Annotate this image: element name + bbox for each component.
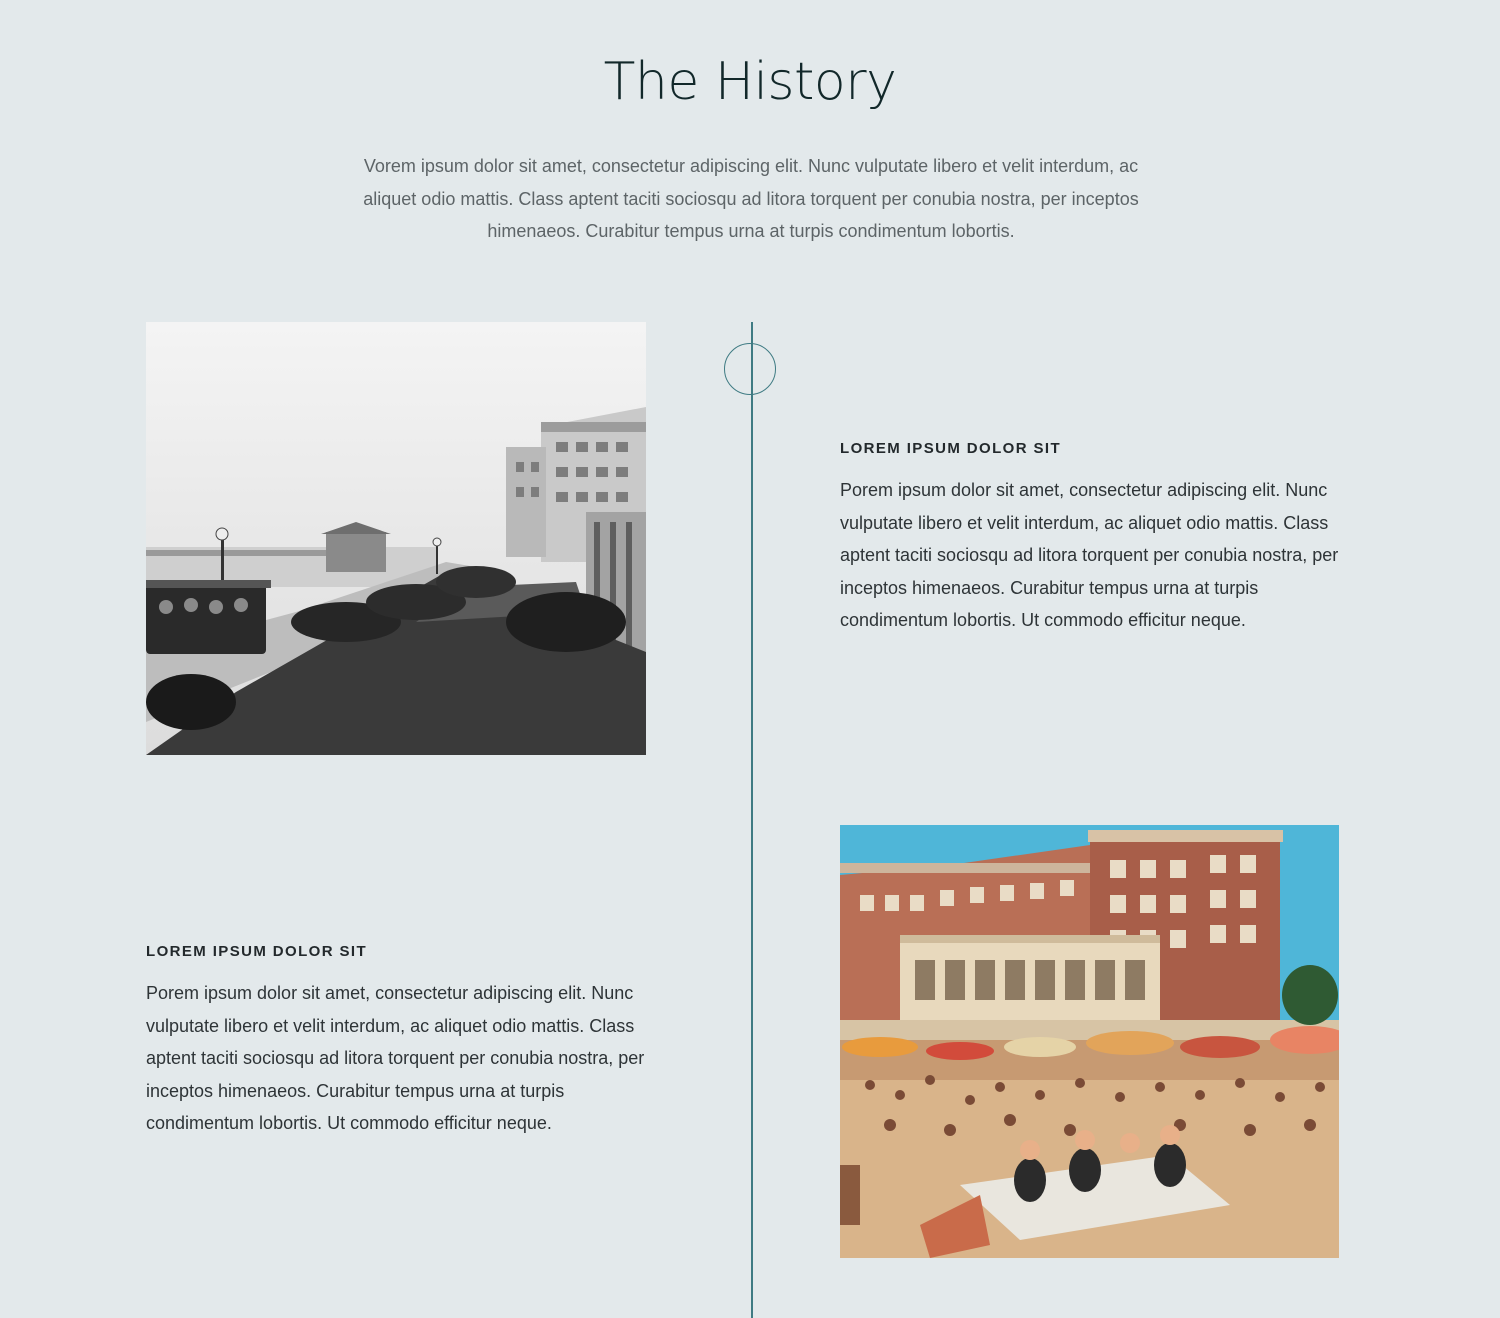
timeline-line — [751, 322, 753, 1318]
promenade-photo — [146, 322, 646, 755]
entry-body: Porem ipsum dolor sit amet, consectetur adipiscing elit. Nunc vulputate libero et velit interdum, ac aliquet odio mattis. Class aptent taciti sociosqu ad litora torquent per conubia nostra, per inceptos himenaeos. Curabitur tempus urna at turpis condimentum lobortis. Ut commodo efficitur neque. — [840, 480, 1339, 631]
timeline-marker-circle — [724, 343, 776, 395]
beach-hotel-photo — [840, 825, 1339, 1258]
page-title: The History — [603, 52, 897, 112]
timeline-entry — [840, 440, 1340, 637]
entry-body: Porem ipsum dolor sit amet, consectetur adipiscing elit. Nunc vulputate libero et velit interdum, ac aliquet odio mattis. Class aptent taciti sociosqu ad litora torquent per conubia nostra, per inceptos himenaeos. Curabitur tempus urna at turpis condimentum lobortis. Ut commodo efficitur neque. — [146, 983, 645, 1134]
intro-paragraph: Vorem ipsum dolor sit amet, consectetur adipiscing elit. Nunc vulputate libero et velit interdum, ac aliquet odio mattis. Class aptent taciti sociosqu ad litora torquent per conubia nostra, per inceptos himenaeos. Curabitur tempus urna at turpis condimentum lobortis. — [363, 156, 1139, 241]
timeline-entry — [146, 943, 646, 1140]
entry-heading: LOREM IPSUM DOLOR SIT — [146, 943, 368, 960]
entry-heading: LOREM IPSUM DOLOR SIT — [840, 440, 1062, 457]
